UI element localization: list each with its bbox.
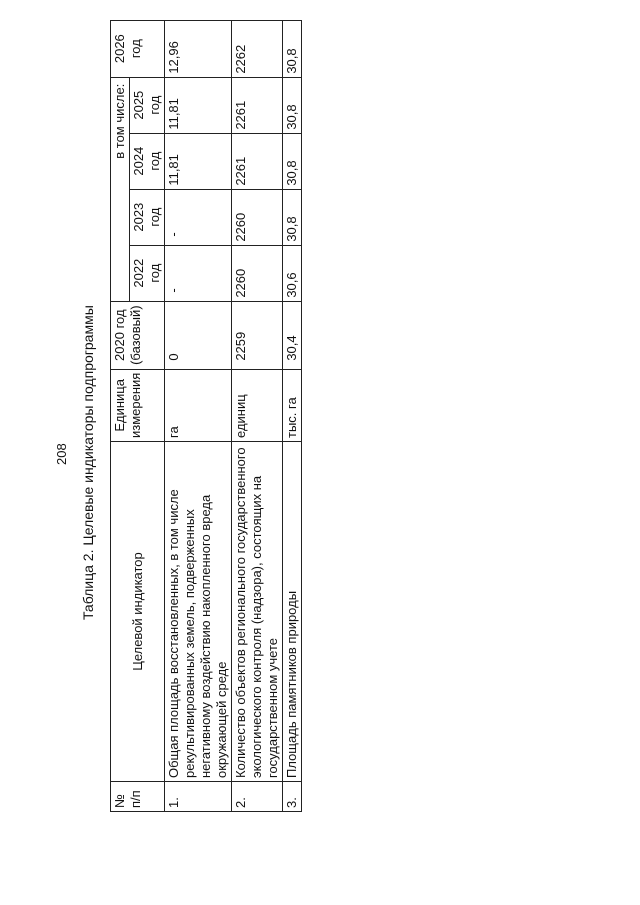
table-row	[232, 20, 283, 811]
row-2023: 2260	[232, 189, 283, 245]
row-indicator: Площадь памятников природы	[283, 442, 302, 782]
row-num: 3.	[283, 782, 302, 812]
row-2026: 2262	[232, 20, 283, 77]
row-num: 2.	[232, 782, 283, 812]
row-2024: 30,8	[283, 133, 302, 189]
row-indicator: Общая площадь восстановленных, в том числе рекультивированных земель, подверженных негативному воздействию накопленного вреда окружающей среде	[165, 442, 232, 782]
row-2024: 11,81	[165, 133, 232, 189]
row-2026: 30,8	[283, 20, 302, 77]
header-2026: 2026 год	[111, 20, 165, 77]
row-2026: 12,96	[165, 20, 232, 77]
header-2022: 2022 год	[130, 245, 165, 301]
row-unit: тыс. га	[283, 369, 302, 441]
row-2025: 2261	[232, 77, 283, 133]
indicators-table	[110, 20, 302, 812]
header-indicator: Целевой индикатор	[111, 442, 165, 782]
header-subgroup: в том числе:	[111, 77, 130, 301]
header-2024: 2024 год	[130, 133, 165, 189]
header-num: № п/п	[111, 782, 165, 812]
table-row	[165, 20, 232, 811]
row-2022: 2260	[232, 245, 283, 301]
row-2025: 30,8	[283, 77, 302, 133]
header-base-year: 2020 год (базовый)	[111, 301, 165, 369]
table-row	[283, 20, 302, 811]
row-unit: га	[165, 369, 232, 441]
header-2025: 2025 год	[130, 77, 165, 133]
row-indicator: Количество объектов регионального государственного экологического контроля (надзора), состоящих на государственном учете	[232, 442, 283, 782]
row-unit: единиц	[232, 369, 283, 441]
row-num: 1.	[165, 782, 232, 812]
row-2022: 30,6	[283, 245, 302, 301]
table-caption: Таблица 2. Целевые индикаторы подпрограммы	[80, 305, 96, 620]
row-2023: 30,8	[283, 189, 302, 245]
header-2023: 2023 год	[130, 189, 165, 245]
row-2023: -	[165, 189, 232, 245]
row-2024: 2261	[232, 133, 283, 189]
row-base: 0	[165, 301, 232, 369]
page-number: 208	[54, 443, 69, 465]
row-base: 2259	[232, 301, 283, 369]
header-row-1	[111, 20, 130, 811]
row-2022: -	[165, 245, 232, 301]
header-unit: Единица измерения	[111, 369, 165, 441]
row-base: 30,4	[283, 301, 302, 369]
row-2025: 11,81	[165, 77, 232, 133]
